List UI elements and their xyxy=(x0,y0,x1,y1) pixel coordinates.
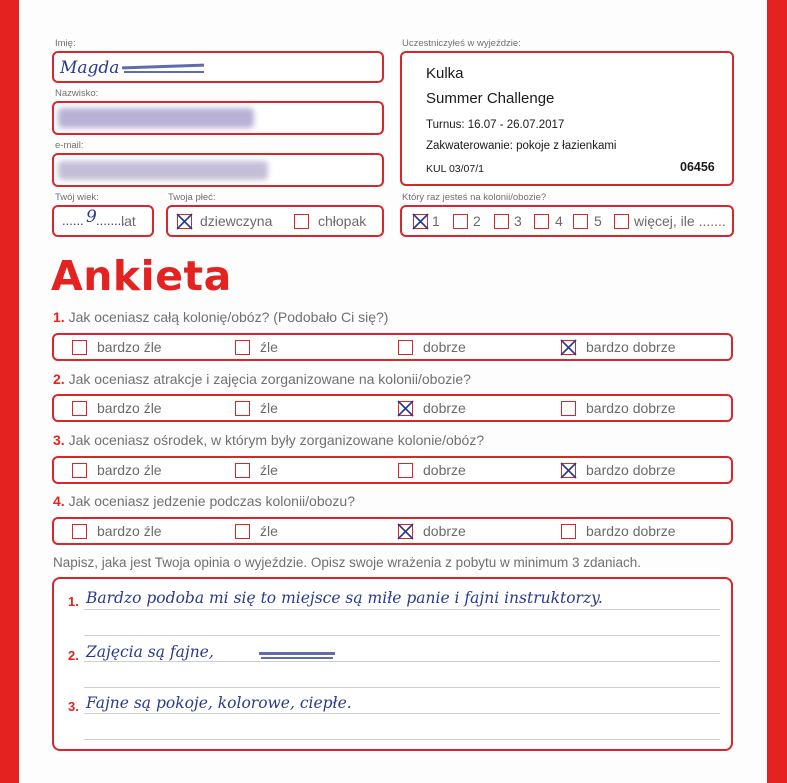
q2-option-very-good: bardzo dobrze xyxy=(586,400,676,416)
times-option-2: 2 xyxy=(473,213,481,229)
age-unit: lat xyxy=(121,213,136,229)
crossed-out-surname-underline xyxy=(124,71,204,73)
check-mark-icon xyxy=(396,522,415,541)
q2-checkbox-very-good[interactable] xyxy=(561,401,576,416)
opinion-line-2-number: 2. xyxy=(68,648,79,663)
checkbox-times-more[interactable] xyxy=(614,214,629,229)
q1-option-good: dobrze xyxy=(423,339,466,355)
ruled-line xyxy=(84,739,720,740)
check-mark-icon xyxy=(559,338,578,357)
question-4-answers xyxy=(52,517,733,545)
q4-option-good: dobrze xyxy=(423,523,466,539)
camp-program: Summer Challenge xyxy=(426,90,555,107)
age-dots-before: ...... xyxy=(62,213,84,228)
checkbox-times-3[interactable] xyxy=(494,214,509,229)
q4-checkbox-bad[interactable] xyxy=(235,524,250,539)
check-mark-icon xyxy=(411,212,430,231)
ruled-line xyxy=(84,635,720,636)
name-value: Magda xyxy=(60,58,120,78)
ruled-line xyxy=(84,609,720,610)
times-option-4: 4 xyxy=(555,213,563,229)
q3-option-very-bad: bardzo źle xyxy=(97,462,162,478)
q4-checkbox-very-bad[interactable] xyxy=(72,524,87,539)
checkbox-times-4[interactable] xyxy=(534,214,549,229)
participant-label: Uczestniczyłeś w wyjeździe: xyxy=(402,38,521,49)
question-1 xyxy=(53,309,388,325)
ruled-line xyxy=(84,713,720,714)
q2-option-good: dobrze xyxy=(423,400,466,416)
question-2-answers xyxy=(52,394,733,422)
check-mark-icon xyxy=(396,399,415,418)
blurred-email xyxy=(58,161,268,180)
q1-checkbox-bad[interactable] xyxy=(235,340,250,355)
question-1-text: Jak oceniasz całą kolonię/obóz? (Podobało Ci się?) xyxy=(68,309,389,325)
opinion-box[interactable] xyxy=(52,577,733,751)
crossed-out-word-underline xyxy=(261,657,333,659)
checkbox-times-2[interactable] xyxy=(453,214,468,229)
opinion-line-3: Fajne są pokoje, kolorowe, ciepłe. xyxy=(86,694,352,712)
gender-option-girl: dziewczyna xyxy=(200,213,273,229)
q1-checkbox-very-bad[interactable] xyxy=(72,340,87,355)
q3-checkbox-bad[interactable] xyxy=(235,463,250,478)
age-label: Twój wiek: xyxy=(55,192,99,203)
question-2 xyxy=(53,371,471,387)
question-2-text: Jak oceniasz atrakcje i zajęcia zorganizowane na kolonii/obozie? xyxy=(68,371,471,387)
q2-checkbox-very-bad[interactable] xyxy=(72,401,87,416)
name-label: Imię: xyxy=(55,38,76,49)
checkbox-girl[interactable] xyxy=(177,214,192,229)
camp-code: KUL 03/07/1 xyxy=(426,163,484,175)
gender-label: Twoja płeć: xyxy=(168,192,216,203)
age-dots-after: ........ xyxy=(96,213,125,228)
camp-card xyxy=(400,51,734,186)
times-option-1: 1 xyxy=(432,213,440,229)
q2-option-very-bad: bardzo źle xyxy=(97,400,162,416)
question-3-number: 3. xyxy=(53,432,65,448)
email-label: e-mail: xyxy=(55,140,84,151)
opinion-line-1: Bardzo podoba mi się to miejsce są miłe panie i fajni instruktorzy. xyxy=(86,589,603,607)
q4-checkbox-very-good[interactable] xyxy=(561,524,576,539)
times-option-5: 5 xyxy=(594,213,602,229)
checkbox-times-5[interactable] xyxy=(573,214,588,229)
gender-field xyxy=(166,205,384,237)
q1-checkbox-very-good[interactable] xyxy=(561,340,576,355)
q3-checkbox-very-bad[interactable] xyxy=(72,463,87,478)
crossed-out-surname xyxy=(122,64,204,70)
opinion-line-3-number: 3. xyxy=(68,699,79,714)
checkbox-times-1[interactable] xyxy=(413,214,428,229)
times-field xyxy=(400,205,734,237)
question-1-number: 1. xyxy=(53,309,65,325)
q3-option-very-good: bardzo dobrze xyxy=(586,462,676,478)
q1-option-very-bad: bardzo źle xyxy=(97,339,162,355)
q4-option-very-bad: bardzo źle xyxy=(97,523,162,539)
surname-field[interactable] xyxy=(52,101,384,135)
q3-option-bad: źle xyxy=(260,462,278,478)
age-field[interactable] xyxy=(52,205,154,237)
age-value: 9 xyxy=(86,207,97,227)
check-mark-icon xyxy=(175,212,194,231)
q3-checkbox-good[interactable] xyxy=(398,463,413,478)
camp-number: 06456 xyxy=(680,160,715,174)
gender-option-boy: chłopak xyxy=(318,213,367,229)
times-option-more: więcej, ile ....... xyxy=(634,213,726,229)
question-4 xyxy=(53,493,355,509)
question-2-number: 2. xyxy=(53,371,65,387)
camp-name: Kulka xyxy=(426,65,464,82)
crossed-out-word xyxy=(259,652,335,655)
q1-option-very-good: bardzo dobrze xyxy=(586,339,676,355)
question-3-answers xyxy=(52,456,733,484)
blurred-surname xyxy=(58,108,254,128)
q2-checkbox-good[interactable] xyxy=(398,401,413,416)
q4-checkbox-good[interactable] xyxy=(398,524,413,539)
q2-option-bad: źle xyxy=(260,400,278,416)
check-mark-icon xyxy=(559,461,578,480)
question-4-text: Jak oceniasz jedzenie podczas kolonii/obozu? xyxy=(68,493,355,509)
camp-turnus: Turnus: 16.07 - 26.07.2017 xyxy=(426,119,565,131)
q4-option-very-good: bardzo dobrze xyxy=(586,523,676,539)
q3-option-good: dobrze xyxy=(423,462,466,478)
ruled-line xyxy=(84,687,720,688)
checkbox-boy[interactable] xyxy=(294,214,309,229)
opinion-line-2: Zajęcia są fajne, xyxy=(86,643,214,661)
question-1-answers xyxy=(52,333,733,361)
opinion-line-1-number: 1. xyxy=(68,594,79,609)
surname-label: Nazwisko: xyxy=(55,88,99,99)
opinion-prompt: Napisz, jaka jest Twoja opinia o wyjeździe. Opisz swoje wrażenia z pobytu w minimum 3 zdaniach. xyxy=(53,555,642,570)
q1-checkbox-good[interactable] xyxy=(398,340,413,355)
email-field[interactable] xyxy=(52,153,384,187)
q1-option-bad: źle xyxy=(260,339,278,355)
times-option-3: 3 xyxy=(514,213,522,229)
name-field[interactable] xyxy=(52,51,384,83)
times-label: Który raz jesteś na kolonii/obozie? xyxy=(402,192,547,203)
q2-checkbox-bad[interactable] xyxy=(235,401,250,416)
survey-title: Ankieta xyxy=(51,252,232,300)
question-4-number: 4. xyxy=(53,493,65,509)
question-3 xyxy=(53,432,484,448)
question-3-text: Jak oceniasz ośrodek, w którym były zorganizowane kolonie/obóz? xyxy=(68,432,485,448)
camp-accommodation: Zakwaterowanie: pokoje z łazienkami xyxy=(426,140,617,152)
q3-checkbox-very-good[interactable] xyxy=(561,463,576,478)
q4-option-bad: źle xyxy=(260,523,278,539)
ruled-line xyxy=(84,661,720,662)
